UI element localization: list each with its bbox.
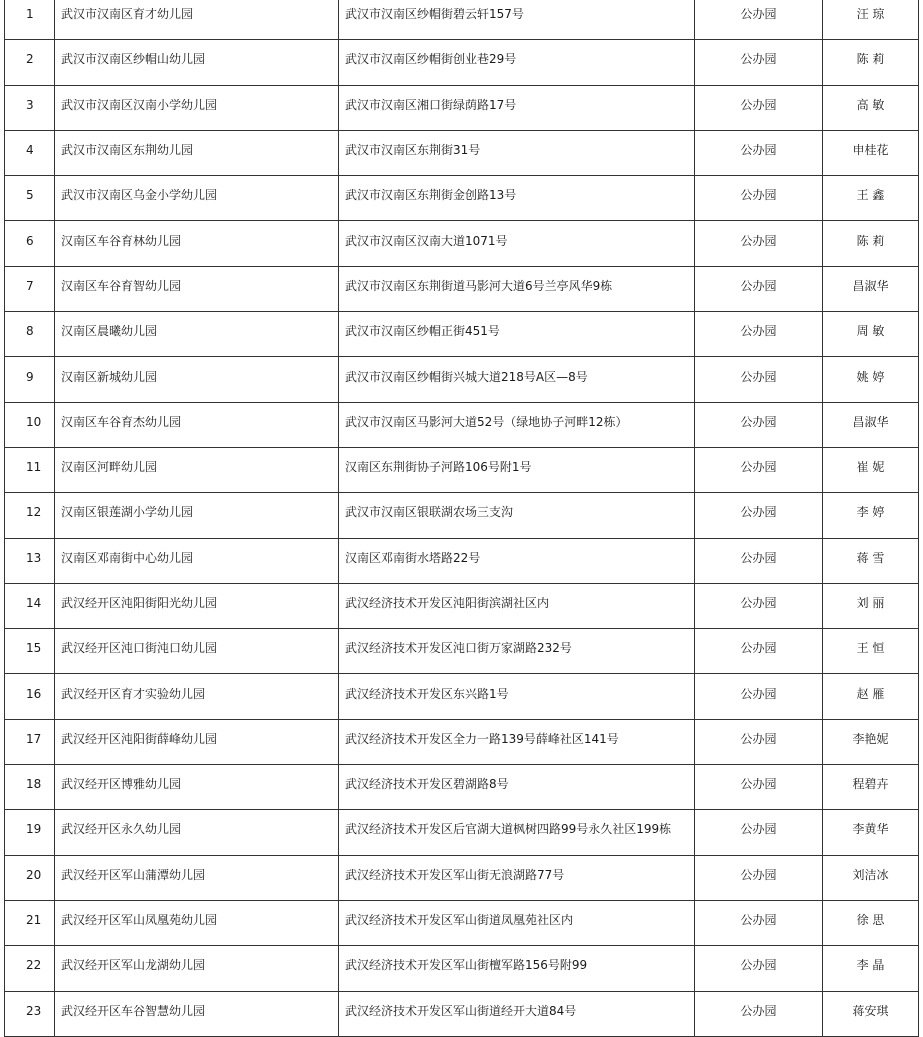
kindergarten-address: 汉南区东荆街协子河路106号附1号 [339, 447, 695, 492]
table-row [5, 493, 919, 538]
contact-person: 崔 妮 [823, 447, 919, 492]
row-number: 14 [5, 583, 55, 628]
kindergarten-type: 公办园 [695, 0, 823, 40]
kindergarten-name: 武汉经开区军山蒲潭幼儿园 [55, 855, 339, 900]
kindergarten-type: 公办园 [695, 85, 823, 130]
kindergarten-address: 武汉市汉南区汉南大道1071号 [339, 221, 695, 266]
row-number: 17 [5, 719, 55, 764]
kindergarten-name: 武汉经开区车谷智慧幼儿园 [55, 991, 339, 1036]
kindergarten-type: 公办园 [695, 855, 823, 900]
contact-person: 蒋 雪 [823, 538, 919, 583]
kindergarten-name: 武汉市汉南区纱帽山幼儿园 [55, 40, 339, 85]
kindergarten-address: 武汉市汉南区东荆街31号 [339, 130, 695, 175]
row-number: 21 [5, 900, 55, 945]
table-row [5, 629, 919, 674]
kindergarten-type: 公办园 [695, 810, 823, 855]
kindergarten-name: 汉南区新城幼儿园 [55, 357, 339, 402]
contact-person: 程碧卉 [823, 765, 919, 810]
kindergarten-name: 武汉市汉南区东荆幼儿园 [55, 130, 339, 175]
table-row [5, 85, 919, 130]
contact-person: 申桂花 [823, 130, 919, 175]
row-number: 18 [5, 765, 55, 810]
contact-person: 李黄华 [823, 810, 919, 855]
kindergarten-type: 公办园 [695, 991, 823, 1036]
table-row [5, 221, 919, 266]
kindergarten-address: 武汉市汉南区纱帽街创业巷29号 [339, 40, 695, 85]
kindergarten-name: 武汉经开区沌阳街薛峰幼儿园 [55, 719, 339, 764]
row-number: 19 [5, 810, 55, 855]
contact-person: 徐 思 [823, 900, 919, 945]
kindergarten-type: 公办园 [695, 402, 823, 447]
contact-person: 陈 莉 [823, 40, 919, 85]
row-number: 23 [5, 991, 55, 1036]
contact-person: 高 敏 [823, 85, 919, 130]
row-number: 3 [5, 85, 55, 130]
kindergarten-name: 武汉市汉南区乌金小学幼儿园 [55, 176, 339, 221]
kindergarten-address: 武汉经济技术开发区军山街道凤凰苑社区内 [339, 900, 695, 945]
kindergarten-type: 公办园 [695, 538, 823, 583]
table-row [5, 855, 919, 900]
row-number: 8 [5, 312, 55, 357]
kindergarten-type: 公办园 [695, 176, 823, 221]
kindergarten-type: 公办园 [695, 312, 823, 357]
row-number: 11 [5, 447, 55, 492]
table-row [5, 765, 919, 810]
kindergarten-type: 公办园 [695, 946, 823, 991]
contact-person: 周 敏 [823, 312, 919, 357]
kindergarten-name: 汉南区邓南街中心幼儿园 [55, 538, 339, 583]
kindergarten-address: 武汉经济技术开发区碧湖路8号 [339, 765, 695, 810]
row-number: 12 [5, 493, 55, 538]
contact-person: 蒋安琪 [823, 991, 919, 1036]
contact-person: 昌淑华 [823, 402, 919, 447]
table-row [5, 946, 919, 991]
kindergarten-name: 武汉经开区博雅幼儿园 [55, 765, 339, 810]
kindergarten-type: 公办园 [695, 765, 823, 810]
kindergarten-address: 武汉经济技术开发区军山街道经开大道84号 [339, 991, 695, 1036]
kindergarten-type: 公办园 [695, 629, 823, 674]
kindergarten-address: 武汉市汉南区东荆街道马影河大道6号兰亭风华9栋 [339, 266, 695, 311]
row-number: 6 [5, 221, 55, 266]
table-row [5, 538, 919, 583]
table-row [5, 583, 919, 628]
row-number: 20 [5, 855, 55, 900]
kindergarten-name: 汉南区车谷育杰幼儿园 [55, 402, 339, 447]
contact-person: 王 鑫 [823, 176, 919, 221]
kindergarten-type: 公办园 [695, 583, 823, 628]
kindergarten-address: 武汉市汉南区纱帽街碧云轩157号 [339, 0, 695, 40]
kindergarten-type: 公办园 [695, 130, 823, 175]
table-row [5, 130, 919, 175]
kindergarten-table [4, 0, 919, 1037]
contact-person: 王 恒 [823, 629, 919, 674]
contact-person: 姚 婷 [823, 357, 919, 402]
table-row [5, 266, 919, 311]
table-row [5, 40, 919, 85]
kindergarten-type: 公办园 [695, 674, 823, 719]
row-number: 4 [5, 130, 55, 175]
contact-person: 汪 琼 [823, 0, 919, 40]
table-row [5, 312, 919, 357]
row-number: 15 [5, 629, 55, 674]
table-row [5, 0, 919, 40]
kindergarten-type: 公办园 [695, 266, 823, 311]
contact-person: 陈 莉 [823, 221, 919, 266]
kindergarten-address: 武汉经济技术开发区沌口街万家湖路232号 [339, 629, 695, 674]
row-number: 2 [5, 40, 55, 85]
kindergarten-type: 公办园 [695, 719, 823, 764]
kindergarten-name: 武汉市汉南区育才幼儿园 [55, 0, 339, 40]
kindergarten-address: 武汉市汉南区纱帽街兴城大道218号A区—8号 [339, 357, 695, 402]
kindergarten-address: 武汉市汉南区东荆街金创路13号 [339, 176, 695, 221]
kindergarten-name: 武汉经开区沌阳街阳光幼儿园 [55, 583, 339, 628]
contact-person: 赵 雁 [823, 674, 919, 719]
contact-person: 刘 丽 [823, 583, 919, 628]
kindergarten-address: 武汉经济技术开发区军山街无浪湖路77号 [339, 855, 695, 900]
kindergarten-type: 公办园 [695, 900, 823, 945]
table-row [5, 719, 919, 764]
kindergarten-address: 武汉经济技术开发区沌阳街滨湖社区内 [339, 583, 695, 628]
contact-person: 李 婷 [823, 493, 919, 538]
table-row [5, 447, 919, 492]
table-row [5, 674, 919, 719]
table-row [5, 176, 919, 221]
kindergarten-address: 武汉经济技术开发区军山街檀军路156号附99 [339, 946, 695, 991]
table-row [5, 900, 919, 945]
kindergarten-name: 武汉经开区军山凤凰苑幼儿园 [55, 900, 339, 945]
row-number: 9 [5, 357, 55, 402]
kindergarten-name: 汉南区车谷育林幼儿园 [55, 221, 339, 266]
row-number: 7 [5, 266, 55, 311]
kindergarten-address: 武汉经济技术开发区全力一路139号薛峰社区141号 [339, 719, 695, 764]
table-row [5, 357, 919, 402]
kindergarten-name: 武汉市汉南区汉南小学幼儿园 [55, 85, 339, 130]
kindergarten-name: 汉南区河畔幼儿园 [55, 447, 339, 492]
kindergarten-name: 汉南区晨曦幼儿园 [55, 312, 339, 357]
kindergarten-address: 武汉市汉南区纱帽正街451号 [339, 312, 695, 357]
kindergarten-address: 武汉市汉南区银联湖农场三支沟 [339, 493, 695, 538]
kindergarten-type: 公办园 [695, 357, 823, 402]
kindergarten-name: 武汉经开区育才实验幼儿园 [55, 674, 339, 719]
kindergarten-type: 公办园 [695, 447, 823, 492]
contact-person: 李艳妮 [823, 719, 919, 764]
kindergarten-address: 武汉市汉南区马影河大道52号（绿地协子河畔12栋） [339, 402, 695, 447]
kindergarten-type: 公办园 [695, 40, 823, 85]
table-row [5, 810, 919, 855]
kindergarten-address: 武汉经济技术开发区后官湖大道枫树四路99号永久社区199栋 [339, 810, 695, 855]
kindergarten-name: 武汉经开区沌口街沌口幼儿园 [55, 629, 339, 674]
kindergarten-address: 武汉经济技术开发区东兴路1号 [339, 674, 695, 719]
kindergarten-name: 汉南区银莲湖小学幼儿园 [55, 493, 339, 538]
table-row [5, 402, 919, 447]
row-number: 10 [5, 402, 55, 447]
contact-person: 刘洁冰 [823, 855, 919, 900]
row-number: 13 [5, 538, 55, 583]
row-number: 1 [5, 0, 55, 40]
kindergarten-name: 武汉经开区永久幼儿园 [55, 810, 339, 855]
kindergarten-type: 公办园 [695, 493, 823, 538]
kindergarten-type: 公办园 [695, 221, 823, 266]
table-body [5, 0, 919, 1036]
kindergarten-address: 武汉市汉南区湘口街绿荫路17号 [339, 85, 695, 130]
row-number: 16 [5, 674, 55, 719]
table-row [5, 991, 919, 1036]
kindergarten-name: 武汉经开区军山龙湖幼儿园 [55, 946, 339, 991]
kindergarten-address: 汉南区邓南街水塔路22号 [339, 538, 695, 583]
row-number: 22 [5, 946, 55, 991]
row-number: 5 [5, 176, 55, 221]
contact-person: 昌淑华 [823, 266, 919, 311]
contact-person: 李 晶 [823, 946, 919, 991]
kindergarten-name: 汉南区车谷育智幼儿园 [55, 266, 339, 311]
